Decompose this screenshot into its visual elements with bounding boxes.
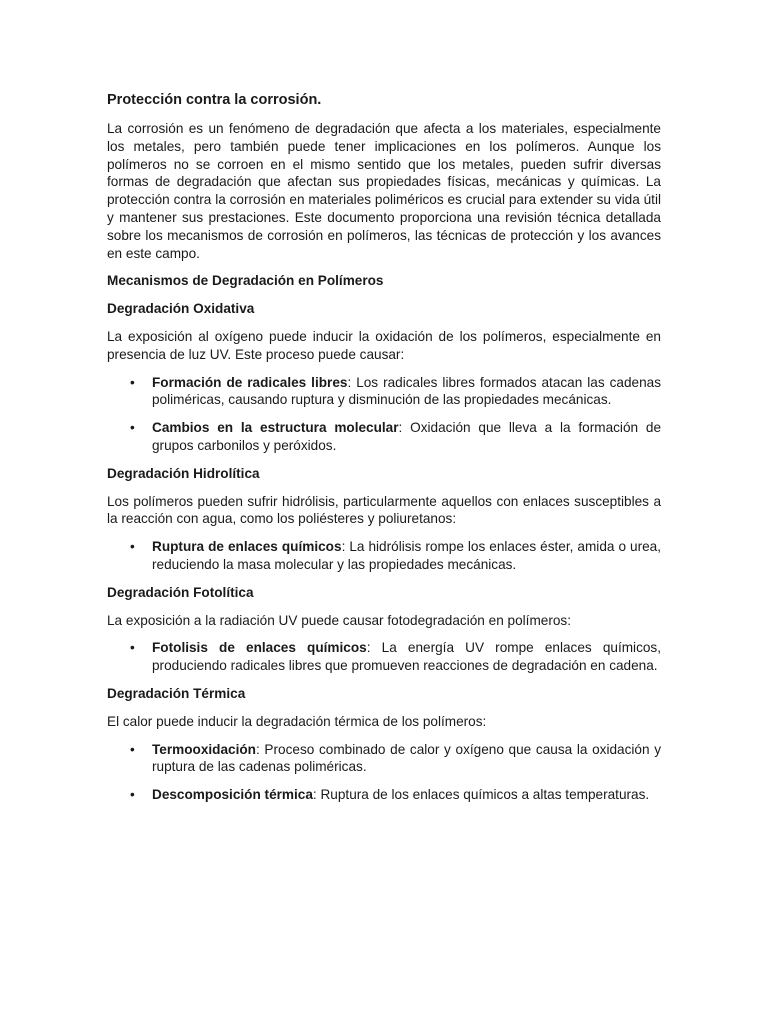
bullet-list-termica (107, 741, 661, 804)
subsection-paragraph-oxidativa: La exposición al oxígeno puede inducir la oxidación de los polímeros, especialmente en presencia de luz UV. Este proceso puede causar: (107, 328, 661, 362)
list-item (107, 374, 661, 410)
bullet-icon: • (130, 420, 135, 436)
list-item-text: : Oxidación que lleva a la formación de grupos carbonilos y peróxidos. (152, 420, 662, 453)
subsection-heading-fotolitica: Degradación Fotolítica (107, 584, 254, 600)
list-item-term: Termooxidación (152, 741, 256, 757)
subsection-heading-termica: Degradación Térmica (107, 685, 246, 701)
list-item-text: : Los radicales libres formados atacan las cadenas poliméricas, causando ruptura y disminución de las propiedades mecánicas. (152, 374, 661, 408)
list-item (107, 419, 661, 455)
bullet-icon: • (130, 741, 135, 757)
subsection-paragraph-termica: El calor puede inducir la degradación térmica de los polímeros: (107, 713, 487, 729)
document-title: Protección contra la corrosión. (107, 92, 322, 108)
list-item (107, 639, 661, 675)
list-item-term: Formación de radicales libres (152, 374, 348, 390)
list-item-term: Ruptura de enlaces químicos (152, 539, 342, 555)
intro-paragraph: La corrosión es un fenómeno de degradación que afecta a los materiales, especialmente los metales, pero también puede tener implicaciones en los polímeros. Aunque los polímeros no se corroen en el mismo sentido que los metales, pueden sufrir diversas formas de degradación que afectan sus propiedades físicas, mecánicas y químicas. La protección contra la corrosión en materiales poliméricos es crucial para extender su vida útil y mantener sus prestaciones. Este documento proporciona una revisión técnica detallada sobre los mecanismos de corrosión en polímeros, las técnicas de protección y los avances en este campo. (107, 121, 661, 261)
bullet-list-oxidativa (107, 374, 661, 455)
subsection-paragraph-hidrolitica: Los polímeros pueden sufrir hidrólisis, particularmente aquellos con enlaces susceptibles a la reacción con agua, como los poliésteres y poliuretanos: (107, 493, 661, 527)
subsection-heading-hidrolitica: Degradación Hidrolítica (107, 465, 260, 481)
bullet-icon: • (130, 640, 135, 656)
section-heading: Mecanismos de Degradación en Polímeros (107, 273, 384, 289)
list-item-term: Descomposición térmica (152, 787, 313, 803)
bullet-list-hidrolitica (107, 538, 661, 574)
document-page (107, 90, 661, 814)
list-item (107, 538, 661, 574)
list-item-term: Cambios en la estructura molecular (152, 420, 399, 436)
subsection-heading-oxidativa: Degradación Oxidativa (107, 301, 255, 317)
bullet-icon: • (130, 539, 135, 555)
list-item (107, 741, 661, 777)
list-item-text: : La energía UV rompe enlaces químicos, produciendo radicales libres que promueven reacciones de degradación en cadena. (152, 640, 662, 674)
subsection-paragraph-fotolitica: La exposición a la radiación UV puede causar fotodegradación en polímeros: (107, 612, 571, 628)
bullet-list-fotolitica (107, 639, 661, 675)
list-item (107, 786, 661, 804)
list-item-text: : Proceso combinado de calor y oxígeno que causa la oxidación y ruptura de las cadenas poliméricas. (152, 741, 661, 775)
list-item-term: Fotolisis de enlaces químicos (152, 640, 367, 656)
bullet-icon: • (130, 374, 135, 390)
list-item-text: : Ruptura de los enlaces químicos a altas temperaturas. (312, 787, 650, 803)
bullet-icon: • (130, 787, 135, 803)
list-item-text: : La hidrólisis rompe los enlaces éster, amida o urea, reduciendo la masa molecular y las propiedades mecánicas. (152, 539, 661, 572)
